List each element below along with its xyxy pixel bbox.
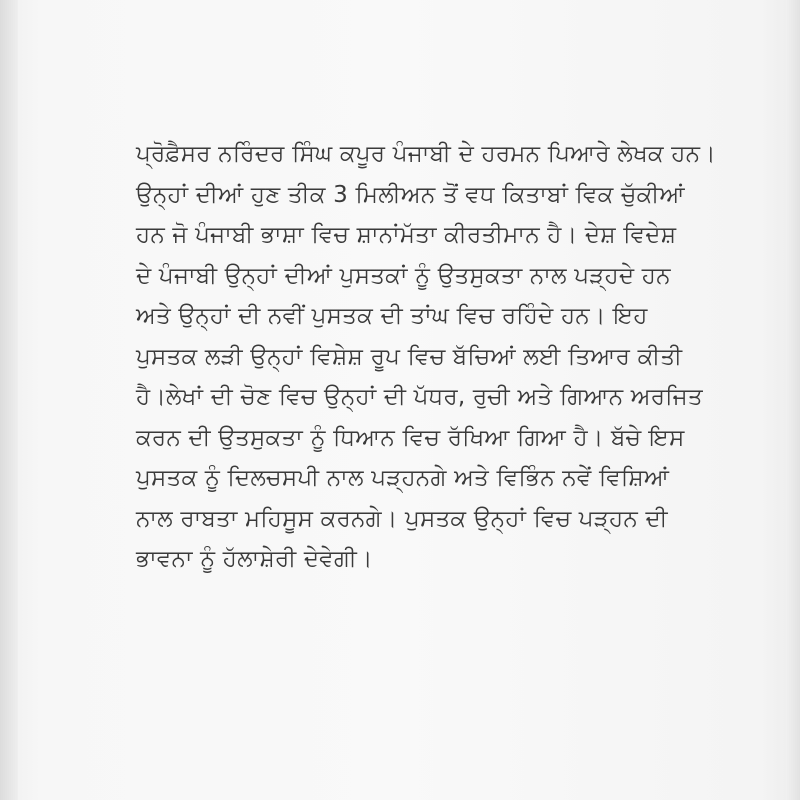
page-edge-right bbox=[786, 0, 800, 800]
text-line: ਨਾਲ ਰਾਬਤਾ ਮਹਿਸੂਸ ਕਰਨਗੇ। ਪੁਸਤਕ ਉਨ੍ਹਾਂ ਵਿਚ ਪੜ੍ਹਨ ਦੀ bbox=[136, 505, 668, 532]
text-line: ਹਨ ਜੋ ਪੰਜਾਬੀ ਭਾਸ਼ਾ ਵਿਚ ਸ਼ਾਨਾਂਮੱਤਾ ਕੀਰਤੀਮਾਨ ਹੈ। ਦੇਸ਼ ਵਿਦੇਸ਼ bbox=[136, 222, 677, 248]
text-line: ਕਰਨ ਦੀ ਉਤਸੁਕਤਾ ਨੂੰ ਧਿਆਨ ਵਿਚ ਰੱਖਿਆ ਗਿਆ ਹੈ। ਬੱਚੇ ਇਸ bbox=[136, 424, 685, 451]
text-line: ਅਤੇ ਉਨ੍ਹਾਂ ਦੀ ਨਵੀਂ ਪੁਸਤਕ ਦੀ ਤਾਂਘ ਵਿਚ ਰਹਿੰਦੇ ਹਨ। ਇਹ bbox=[136, 303, 648, 329]
body-paragraph bbox=[136, 134, 746, 580]
text-line: ਦੇ ਪੰਜਾਬੀ ਉਨ੍ਹਾਂ ਦੀਆਂ ਪੁਸਤਕਾਂ ਨੂੰ ਉਤਸੁਕਤਾ ਨਾਲ ਪੜ੍ਹਦੇ ਹਨ bbox=[136, 262, 671, 289]
text-line: ਉਨ੍ਹਾਂ ਦੀਆਂ ਹੁਣ ਤੀਕ 3 ਮਿਲੀਅਨ ਤੋਂ ਵਧ ਕਿਤਾਬਾਂ ਵਿਕ ਚੁੱਕੀਆਂ bbox=[136, 181, 685, 208]
text-line: ਭਾਵਨਾ ਨੂੰ ਹੱਲਾਸ਼ੇਰੀ ਦੇਵੇਗੀ। bbox=[136, 546, 373, 572]
text-line: ਪੁਸਤਕ ਨੂੰ ਦਿਲਚਸਪੀ ਨਾਲ ਪੜ੍ਹਨਗੇ ਅਤੇ ਵਿਭਿੰਨ ਨਵੇਂ ਵਿਸ਼ਿਆਂ bbox=[136, 465, 670, 491]
text-line: ਪ੍ਰੋਫ਼ੈਸਰ ਨਰਿੰਦਰ ਸਿੰਘ ਕਪੂਰ ਪੰਜਾਬੀ ਦੇ ਹਰਮਨ ਪਿਆਰੇ ਲੇਖਕ ਹਨ। bbox=[136, 141, 716, 167]
text-line: ਹੈ।ਲੇਖਾਂ ਦੀ ਚੋਣ ਵਿਚ ਉਨ੍ਹਾਂ ਦੀ ਪੱਧਰ, ਰੁਚੀ ਅਤੇ ਗਿਆਨ ਅਰਜਿਤ bbox=[136, 384, 703, 410]
page-edge-left bbox=[0, 0, 18, 800]
text-line: ਪੁਸਤਕ ਲੜੀ ਉਨ੍ਹਾਂ ਵਿਸ਼ੇਸ਼ ਰੂਪ ਵਿਚ ਬੱਚਿਆਂ ਲਈ ਤਿਆਰ ਕੀਤੀ bbox=[136, 343, 683, 370]
